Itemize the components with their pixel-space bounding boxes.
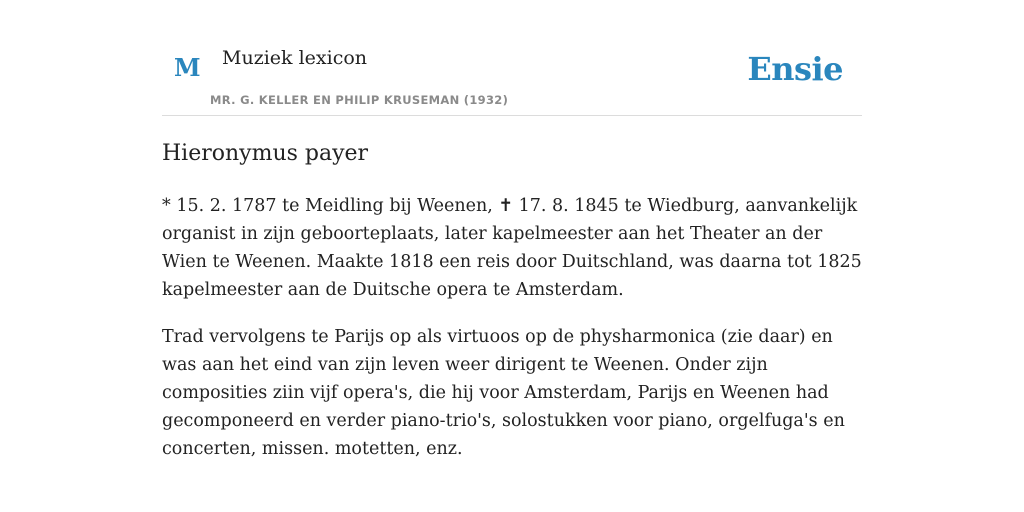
entry-body (162, 192, 862, 482)
book-header (162, 40, 862, 116)
book-title-link[interactable]: Muziek lexicon (222, 47, 368, 69)
book-logo[interactable]: M (174, 53, 201, 82)
entry-title: Hieronymus payer (162, 141, 369, 166)
book-authors: MR. G. KELLER EN PHILIP KRUSEMAN (1932) (210, 93, 509, 107)
ensie-logo-link[interactable]: Ensie (747, 50, 843, 88)
entry-paragraph: * 15. 2. 1787 te Meidling bij Weenen, ✝ 17. 8. 1845 te Wiedburg, aanvankelijk organist in zijn geboorteplaats, later kapelmeester aan het Theater an der Wien te Weenen. Maakte 1818 een reis door Duitschland, was daarna tot 1825 kapelmeester aan de Duitsche opera te Amsterdam. (162, 196, 862, 300)
entry-paragraph: Trad vervolgens te Parijs op als virtuoos op de physharmonica (zie daar) en was aan het eind van zijn leven weer dirigent te Weenen. Onder zijn composities ziin vijf opera's, die hij voor Amsterdam, Parijs en Weenen had gecomponeerd en verder piano-trio's, solostukken voor piano, orgelfuga's en concerten, missen. motetten, enz. (162, 327, 845, 459)
